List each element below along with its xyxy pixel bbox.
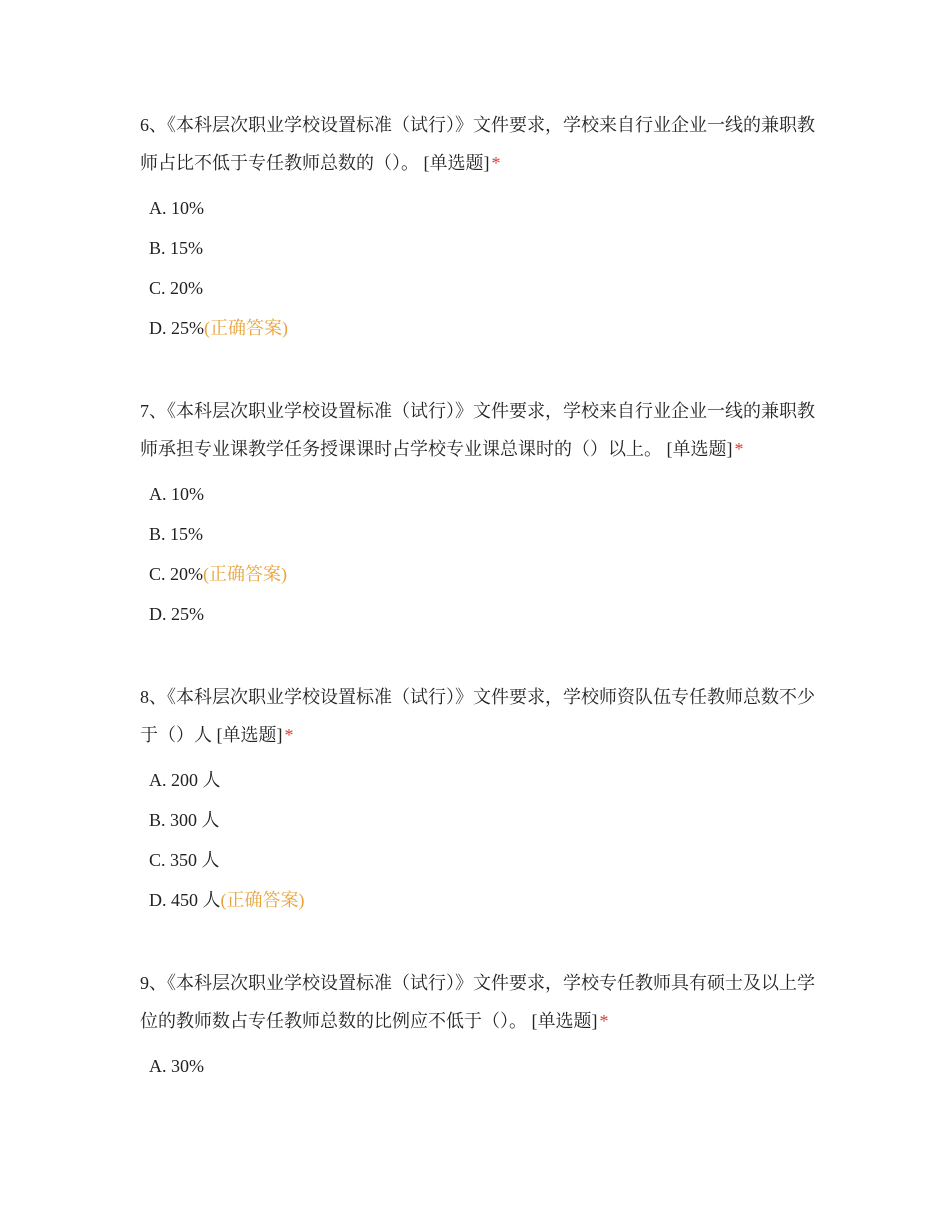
option-a[interactable] — [140, 1046, 820, 1086]
option-list — [140, 760, 820, 920]
question-number: 7、 — [140, 401, 167, 421]
option-label: D. 25% — [149, 604, 204, 624]
option-label: A. 10% — [149, 484, 204, 504]
question-text — [140, 106, 820, 182]
question-text — [140, 392, 820, 468]
question-number: 9、 — [140, 973, 167, 993]
option-label: B. 15% — [149, 524, 203, 544]
question-6 — [140, 106, 820, 348]
option-d[interactable] — [140, 308, 820, 348]
required-mark: * — [599, 1011, 609, 1031]
question-type-tag: [单选题] — [531, 1011, 598, 1031]
option-label: C. 20% — [149, 564, 203, 584]
option-b[interactable] — [140, 514, 820, 554]
option-c[interactable] — [140, 268, 820, 308]
option-label: A. 30% — [149, 1056, 204, 1076]
option-label: D. 25% — [149, 318, 204, 338]
required-mark: * — [734, 439, 744, 459]
question-body: 《本科层次职业学校设置标准（试行）》文件要求，学校师资队伍专任教师总数不少于（）人 — [140, 687, 815, 745]
option-label: B. 15% — [149, 238, 203, 258]
option-d[interactable] — [140, 880, 820, 920]
option-label: C. 20% — [149, 278, 203, 298]
question-9 — [140, 964, 820, 1086]
option-list — [140, 1046, 820, 1086]
option-a[interactable] — [140, 188, 820, 228]
question-body: 《本科层次职业学校设置标准（试行）》文件要求，学校来自行业企业一线的兼职教师承担专业课教学任务授课课时占学校专业课总课时的（）以上。 — [140, 401, 815, 459]
option-c[interactable] — [140, 554, 820, 594]
option-d[interactable] — [140, 594, 820, 634]
correct-answer-tag: (正确答案) — [220, 890, 305, 910]
option-a[interactable] — [140, 474, 820, 514]
question-number: 8、 — [140, 687, 167, 707]
required-mark: * — [284, 725, 294, 745]
option-label: B. 300 人 — [149, 810, 220, 830]
option-a[interactable] — [140, 760, 820, 800]
question-number: 6、 — [140, 115, 167, 135]
question-body: 《本科层次职业学校设置标准（试行）》文件要求，学校专任教师具有硕士及以上学位的教师数占专任教师总数的比例应不低于（）。 — [140, 973, 815, 1031]
question-type-tag: [单选题] — [666, 439, 733, 459]
option-list — [140, 474, 820, 634]
quiz-document — [140, 106, 820, 1130]
question-type-tag: [单选题] — [423, 153, 490, 173]
question-body: 《本科层次职业学校设置标准（试行）》文件要求，学校来自行业企业一线的兼职教师占比不低于专任教师总数的（）。 — [140, 115, 815, 173]
option-b[interactable] — [140, 800, 820, 840]
question-7 — [140, 392, 820, 634]
question-text — [140, 964, 820, 1040]
correct-answer-tag: (正确答案) — [204, 318, 288, 338]
question-8 — [140, 678, 820, 920]
option-label: C. 350 人 — [149, 850, 220, 870]
option-list — [140, 188, 820, 348]
option-label: A. 200 人 — [149, 770, 221, 790]
question-text — [140, 678, 820, 754]
option-b[interactable] — [140, 228, 820, 268]
required-mark: * — [491, 153, 501, 173]
option-label: A. 10% — [149, 198, 204, 218]
question-type-tag: [单选题] — [216, 725, 283, 745]
option-label: D. 450 人 — [149, 890, 221, 910]
option-c[interactable] — [140, 840, 820, 880]
correct-answer-tag: (正确答案) — [203, 564, 287, 584]
